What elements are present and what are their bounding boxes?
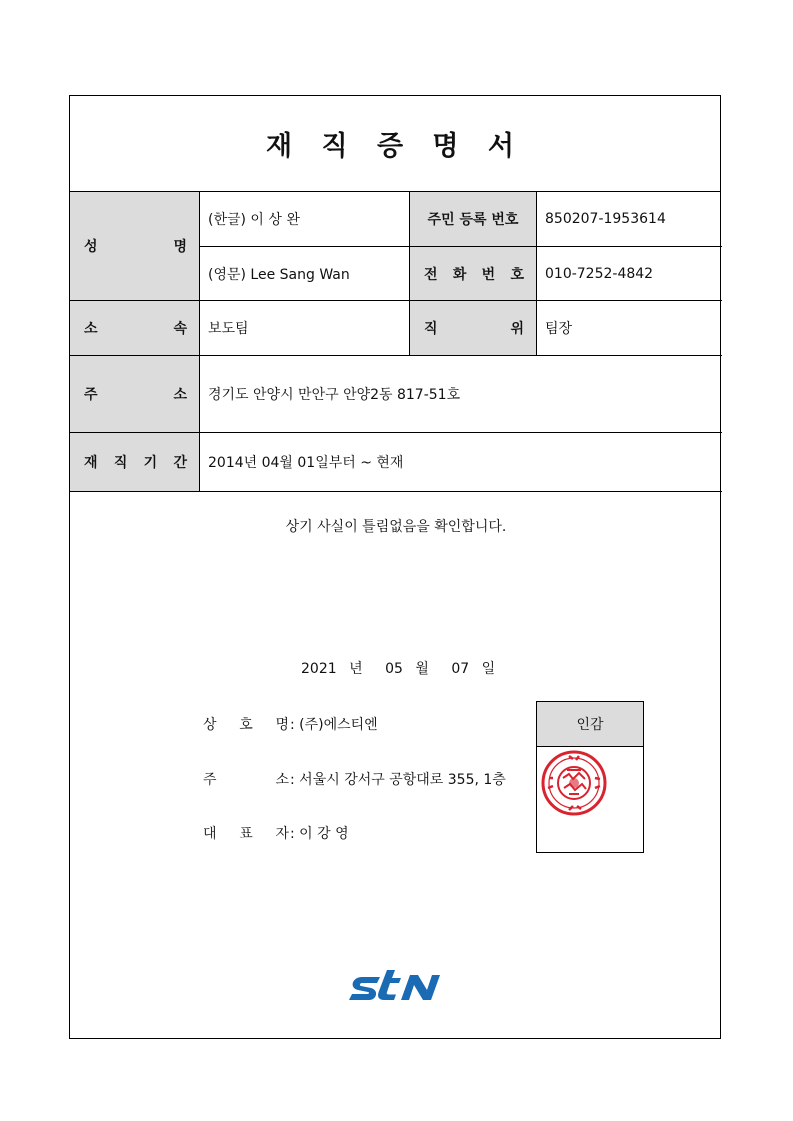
seal-header: 인감 <box>537 702 643 747</box>
employment-period-label <box>70 433 199 491</box>
representative-label <box>203 823 289 843</box>
name-korean: (한글) 이 상 완 <box>208 212 300 228</box>
company-address-label <box>203 769 289 789</box>
representative-value: : 이 강 영 <box>290 826 349 842</box>
phone-label <box>410 247 536 300</box>
address-value: 경기도 안양시 만안구 안양2동 817-51호 <box>208 387 461 403</box>
label-char: 재 <box>84 455 98 471</box>
resident-number-label: 주민 등록 번호 <box>410 192 536 246</box>
row-divider <box>70 491 722 492</box>
company-seal-icon <box>539 748 609 818</box>
label-char: 성 <box>84 239 98 255</box>
date-month: 05 <box>385 661 403 677</box>
label-char: 간 <box>173 455 187 471</box>
label-char: 호 <box>239 717 253 733</box>
affiliation-value: 보도팀 <box>208 321 249 337</box>
label-char: 명 <box>275 717 289 733</box>
label-char: 상 <box>203 717 217 733</box>
position-value: 팀장 <box>545 321 573 337</box>
label-char: 화 <box>452 266 467 283</box>
company-address-value: : 서울시 강서구 공항대로 355, 1층 <box>290 772 506 788</box>
confirmation-text: 상기 사실이 틀림없음을 확인합니다. <box>285 519 507 535</box>
label-char: 속 <box>173 321 187 337</box>
label-char: 표 <box>239 826 253 842</box>
date-year: 2021 <box>301 661 337 677</box>
label-char: 위 <box>510 321 524 337</box>
label-char: 주 <box>203 772 217 788</box>
date-day-unit: 일 <box>481 661 496 677</box>
issue-date <box>301 658 495 678</box>
label-char: 전 <box>424 266 438 283</box>
date-month-unit: 월 <box>415 661 429 677</box>
date-day: 07 <box>451 661 470 677</box>
phone-value: 010-7252-4842 <box>545 265 654 282</box>
label-char: 직 <box>424 321 438 337</box>
name-label <box>70 192 199 300</box>
address-label <box>70 356 199 432</box>
company-name-value: : (주)에스티엔 <box>290 717 378 733</box>
resident-number-value: 850207-1953614 <box>545 211 666 227</box>
label-char: 기 <box>143 455 158 471</box>
name-english: (영문) Lee Sang Wan <box>208 266 350 283</box>
label-char: 소 <box>173 387 187 403</box>
label-char: 소 <box>84 321 98 337</box>
label-char: 자 <box>275 826 289 842</box>
label-char: 직 <box>113 455 128 471</box>
label-char: 호 <box>510 266 524 283</box>
label-char: 소 <box>275 772 289 788</box>
company-name-label <box>203 714 289 734</box>
stn-logo <box>343 966 447 1006</box>
certificate-frame <box>69 95 721 1039</box>
date-year-unit: 년 <box>349 661 363 677</box>
label-char: 번 <box>481 266 496 283</box>
label-char: 대 <box>203 826 217 842</box>
seal-box <box>536 701 644 853</box>
position-label <box>410 301 536 355</box>
label-char: 주 <box>84 387 98 403</box>
document-title: 재 직 증 명 서 <box>70 96 720 192</box>
affiliation-label <box>70 301 199 355</box>
employment-period-value: 2014년 04월 01일부터 ~ 현재 <box>208 455 404 471</box>
label-char: 명 <box>173 239 187 255</box>
